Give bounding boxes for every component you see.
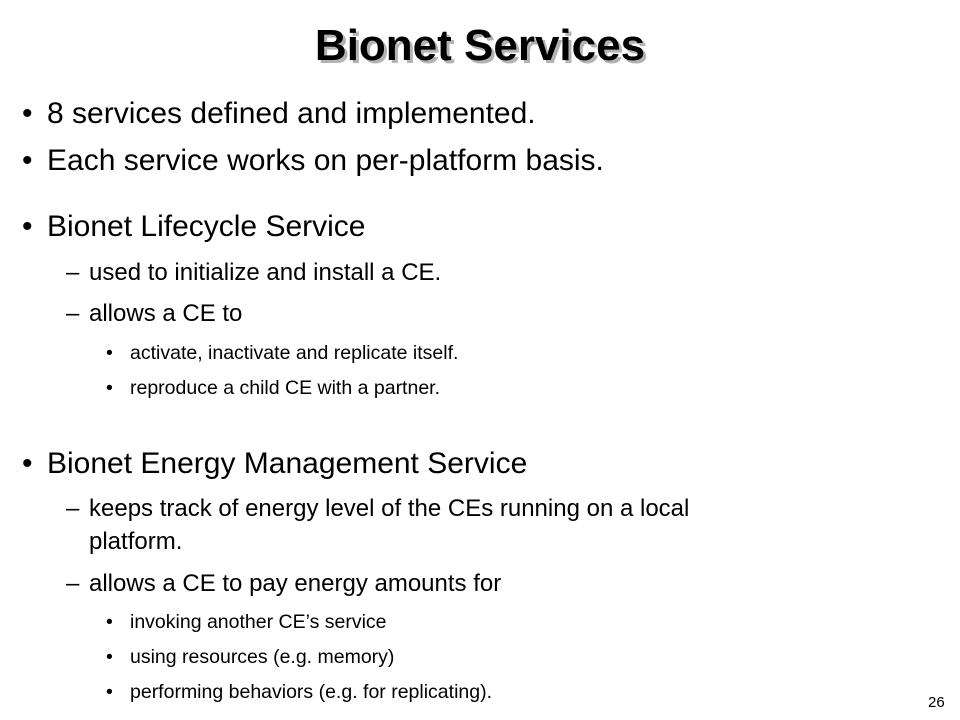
bullet-dot-icon: • bbox=[106, 611, 113, 633]
dash-bullet-icon: – bbox=[66, 259, 80, 286]
sub-sub-bullet-text: performing behaviors (e.g. for replicating). bbox=[130, 681, 492, 703]
bullet-dot-icon: • bbox=[22, 97, 33, 130]
dash-bullet-icon: – bbox=[66, 495, 80, 522]
sub-sub-bullet-text: reproduce a child CE with a partner. bbox=[130, 377, 441, 399]
bullet-dot-icon: • bbox=[22, 210, 33, 243]
sub-bullet-text: allows a CE to bbox=[89, 300, 243, 327]
bullet-dot-icon: • bbox=[22, 144, 33, 177]
bullet-dot-icon: • bbox=[106, 342, 113, 364]
page-number: 26 bbox=[928, 694, 945, 711]
sub-bullet-text: used to initialize and install a CE. bbox=[89, 259, 442, 286]
bullet-text: 8 services defined and implemented. bbox=[47, 97, 536, 130]
sub-bullet-text: platform. bbox=[89, 528, 183, 555]
bullet-dot-icon: • bbox=[22, 447, 33, 480]
sub-bullet-text: keeps track of energy level of the CEs running on a local bbox=[89, 495, 690, 522]
bullet-text: Bionet Energy Management Service bbox=[47, 447, 528, 480]
dash-bullet-icon: – bbox=[66, 570, 80, 597]
slide-title: Bionet Services bbox=[314, 21, 646, 70]
bullet-text: Bionet Lifecycle Service bbox=[47, 210, 366, 243]
sub-sub-bullet-text: invoking another CE’s service bbox=[130, 611, 387, 633]
bullet-dot-icon: • bbox=[106, 646, 113, 668]
sub-sub-bullet-text: using resources (e.g. memory) bbox=[130, 646, 395, 668]
sub-sub-bullet-text: activate, inactivate and replicate itself. bbox=[130, 342, 459, 364]
bullet-text: Each service works on per-platform basis. bbox=[47, 144, 604, 177]
dash-bullet-icon: – bbox=[66, 300, 80, 327]
bullet-dot-icon: • bbox=[106, 681, 113, 703]
sub-bullet-text: allows a CE to pay energy amounts for bbox=[89, 570, 502, 597]
bullet-dot-icon: • bbox=[106, 377, 113, 399]
